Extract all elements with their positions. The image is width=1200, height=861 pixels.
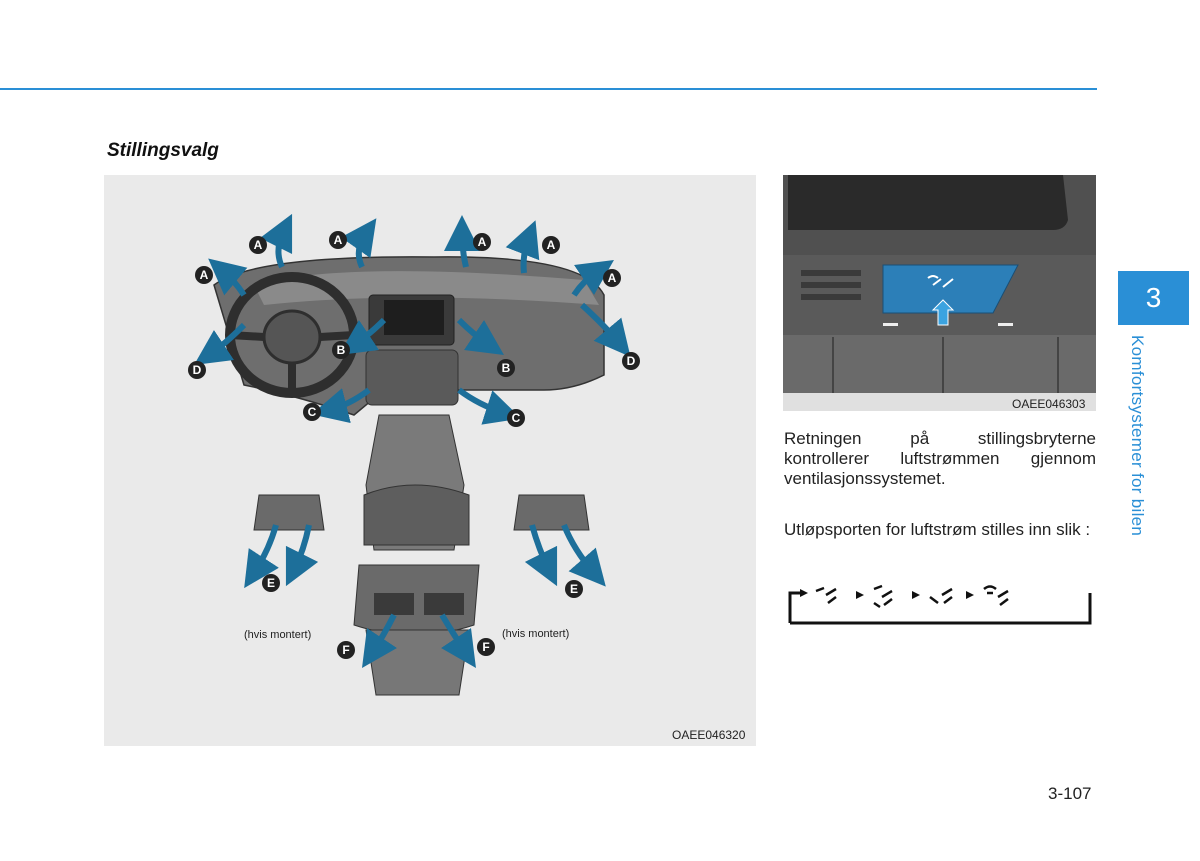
marker-a-label: A (546, 238, 556, 252)
marker-e-label: E (569, 582, 579, 596)
marker-f-2 (477, 638, 495, 656)
mode-button-figure (783, 175, 1096, 411)
marker-e-2 (565, 580, 583, 598)
mode-face-icon (816, 588, 836, 603)
paragraph-2: Utløpsporten for luftstrøm stilles inn slik : (784, 520, 1091, 539)
chapter-number: 3 (1145, 282, 1162, 313)
marker-c-label: C (511, 411, 521, 425)
marker-a-2 (329, 231, 347, 249)
marker-e-1 (262, 574, 280, 592)
sequence-arrow-1 (856, 591, 864, 599)
marker-f-1 (337, 641, 355, 659)
page-number: 3-107 (1048, 784, 1092, 803)
chapter-title: Komfortsystemer for bilen (1128, 335, 1147, 537)
marker-a-label: A (607, 271, 617, 285)
marker-c-1 (303, 403, 321, 421)
marker-f-label: F (342, 643, 350, 657)
marker-b-label: B (501, 361, 511, 375)
optional-note-right: (hvis montert) (502, 628, 570, 640)
marker-f-label: F (482, 640, 490, 654)
marker-a-6 (603, 269, 621, 287)
sequence-arrow-3 (966, 591, 974, 599)
header-rule (0, 88, 1097, 90)
marker-a-label: A (333, 233, 343, 247)
marker-b-label: B (336, 343, 346, 357)
marker-a-label: A (477, 235, 487, 249)
dashboard-illustration (104, 175, 756, 746)
marker-d-label: D (626, 354, 636, 368)
marker-c-2 (507, 409, 525, 427)
mode-floor-defrost-icon (984, 587, 1008, 606)
figure-code: OAEE046320 (672, 728, 746, 742)
marker-a-5 (195, 266, 213, 284)
section-title: Stillingsvalg (107, 140, 219, 161)
chapter-tab (1118, 271, 1189, 325)
marker-c-label: C (307, 405, 317, 419)
marker-a-label: A (253, 238, 263, 252)
marker-a-3 (473, 233, 491, 251)
marker-e-label: E (266, 576, 276, 590)
marker-a-4 (542, 236, 560, 254)
marker-a-label: A (199, 268, 209, 282)
marker-d-1 (188, 361, 206, 379)
mode-bilevel-icon (874, 586, 892, 607)
marker-b-1 (332, 341, 350, 359)
dashboard-airflow-figure (104, 175, 756, 746)
mode-floor-icon (930, 589, 952, 603)
sequence-arrow-2 (912, 591, 920, 599)
mode-sequence-illustration (784, 575, 1096, 627)
mode-sequence-diagram (784, 575, 1096, 627)
figure-code: OAEE046303 (1012, 397, 1086, 411)
optional-note-left: (hvis montert) (244, 629, 312, 641)
marker-a-1 (249, 236, 267, 254)
chapter-title-wrapper (1120, 335, 1154, 545)
marker-d-2 (622, 352, 640, 370)
marker-d-label: D (192, 363, 202, 377)
mode-button-illustration (783, 175, 1096, 411)
marker-b-2 (497, 359, 515, 377)
paragraph-1: Retningen på stillingsbryterne kontrollerer luftstrømmen gjennom ventilasjonssystemet. (784, 429, 1096, 488)
